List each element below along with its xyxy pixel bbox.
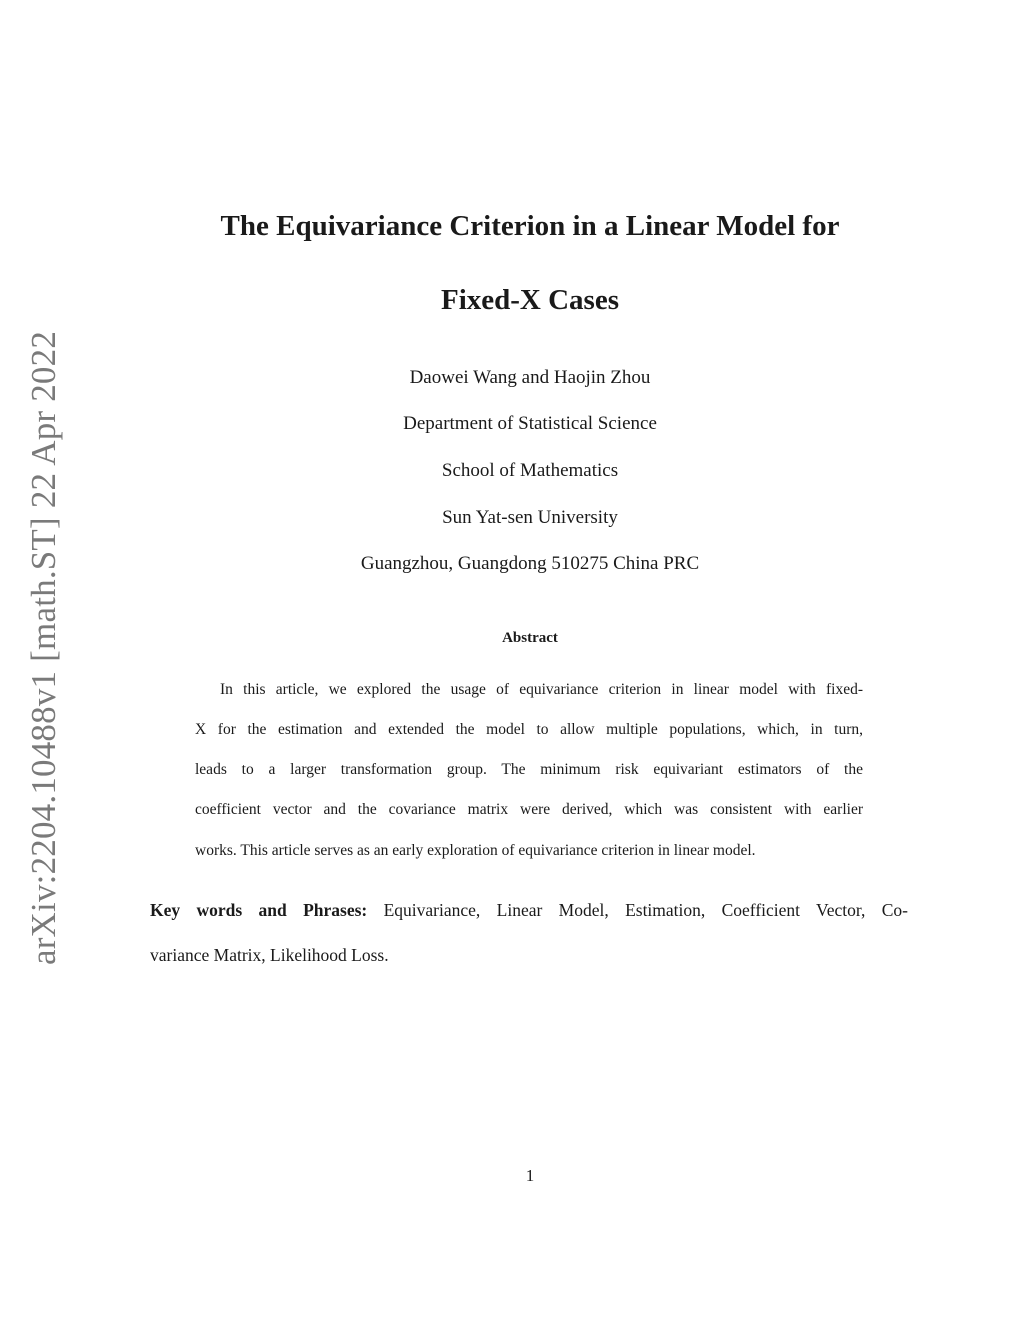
abstract-line: In this article, we explored the usage of equivariance criterion in linear model with fixed- bbox=[220, 681, 863, 698]
abstract-line: works. This article serves as an early exploration of equivariance criterion in linear model. bbox=[195, 842, 756, 859]
abstract-line: leads to a larger transformation group. The minimum risk equivariant estimators of the bbox=[195, 761, 863, 778]
arxiv-side-stamp bbox=[20, 330, 68, 966]
keywords-text-1: Equivariance, Linear Model, Estimation, Coefficient Vector, Co- bbox=[383, 900, 908, 920]
affiliation-department: Department of Statistical Science bbox=[403, 413, 657, 434]
affiliation-school: School of Mathematics bbox=[441, 460, 619, 481]
keywords-line-1 bbox=[150, 900, 908, 921]
arxiv-identifier: arXiv:2204.10488v1 [math.ST] 22 Apr 2022 bbox=[24, 330, 63, 966]
paper-title-line-2: Fixed-X Cases bbox=[440, 284, 619, 316]
keywords-label: Key words and Phrases: bbox=[150, 900, 368, 920]
page-number: 1 bbox=[525, 1166, 535, 1185]
abstract-line: coefficient vector and the covariance matrix were derived, which was consistent with earlier bbox=[195, 801, 863, 818]
affiliation-address: Guangzhou, Guangdong 510275 China PRC bbox=[360, 553, 700, 574]
abstract-heading: Abstract bbox=[502, 630, 558, 646]
paper-title-line-1: The Equivariance Criterion in a Linear Model for bbox=[220, 210, 840, 242]
abstract-line: X for the estimation and extended the model to allow multiple populations, which, in turn, bbox=[195, 721, 863, 738]
keywords-line-2 bbox=[150, 945, 908, 966]
affiliation-university: Sun Yat-sen University bbox=[442, 507, 618, 528]
keywords-text-2: variance Matrix, Likelihood Loss. bbox=[150, 945, 389, 965]
authors: Daowei Wang and Haojin Zhou bbox=[409, 367, 651, 388]
